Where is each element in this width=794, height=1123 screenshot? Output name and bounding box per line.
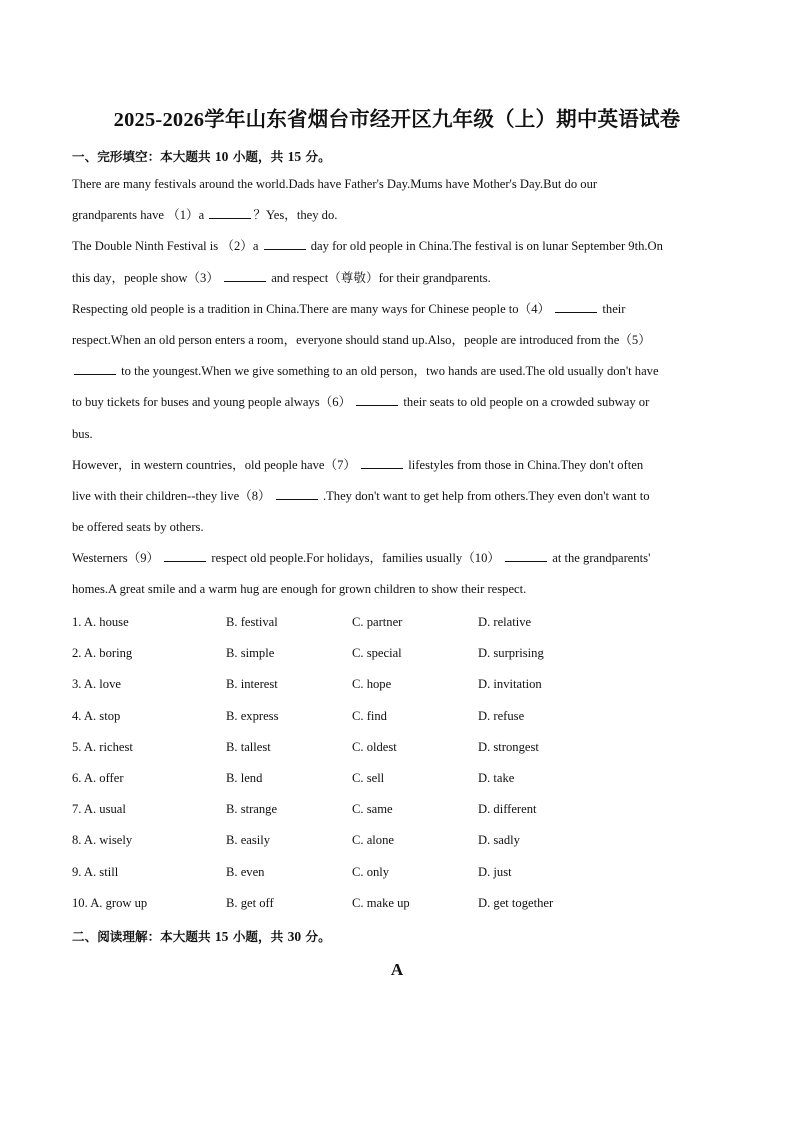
option-choice: B. express [226, 708, 279, 723]
passage-text: However，in western countries，old people have（7） [72, 457, 360, 472]
option-row [72, 893, 724, 924]
passage-line [72, 205, 724, 236]
option-choice: 9. A. still [72, 864, 119, 879]
section-1-suffix: 分。 [305, 149, 331, 164]
passage-line [72, 579, 724, 610]
passage-text: this day，people show（3） [72, 270, 223, 285]
passage-line [72, 268, 724, 299]
option-choice: C. sell [352, 770, 385, 785]
option-choice: C. make up [352, 895, 410, 910]
passage-text: to the youngest.When we give something to an old person，two hands are used.The old usually don't have [118, 364, 659, 379]
section-2-count: 15 [214, 929, 229, 944]
section-2-prefix: 二、阅读理解：本大题共 [72, 929, 211, 944]
option-row [72, 830, 724, 861]
passage-text: be offered seats by others. [72, 520, 204, 535]
option-choice: 2. A. boring [72, 646, 133, 661]
answer-blank [276, 488, 318, 500]
option-choice: D. invitation [478, 677, 542, 692]
option-row [72, 674, 724, 705]
option-choice: C. special [352, 646, 402, 661]
option-choice: C. partner [352, 615, 403, 629]
passage-text: live with their children--they live（8） [72, 488, 274, 503]
option-choice: B. lend [226, 770, 263, 785]
passage-text: their [599, 301, 626, 316]
passage-text: grandparents have （1）a [72, 208, 208, 223]
passage-text: lifestyles from those in China.They don't often [405, 457, 644, 472]
option-choice: C. only [352, 864, 390, 879]
option-choice: D. strongest [478, 739, 539, 754]
option-row [72, 768, 724, 799]
answer-blank [209, 207, 251, 219]
option-choice: C. find [352, 708, 387, 723]
option-row [72, 706, 724, 737]
answer-blank [555, 301, 597, 313]
answer-blank [356, 394, 398, 406]
section-2-heading [72, 926, 331, 945]
option-choice: B. interest [226, 677, 278, 692]
option-choice: 10. A. grow up [72, 895, 148, 910]
option-choice: D. refuse [478, 708, 525, 723]
passage-line [72, 299, 724, 330]
option-choice: 5. A. richest [72, 739, 133, 754]
option-choice: C. oldest [352, 739, 397, 754]
passage-text: their seats to old people on a crowded subway or [400, 395, 650, 410]
option-choice: 1. A. house [72, 615, 129, 629]
option-row [72, 737, 724, 768]
option-choice: B. even [226, 864, 265, 879]
option-choice: B. simple [226, 646, 275, 661]
answer-blank [74, 363, 116, 375]
option-choice: B. strange [226, 802, 278, 817]
section-1-heading [72, 146, 331, 165]
answer-blank [505, 550, 547, 562]
option-row [72, 612, 724, 643]
section-1-points: 15 [287, 149, 302, 164]
passage-text: day for old people in China.The festival is on lunar September 9th.On [307, 239, 663, 254]
section-2-suffix: 分。 [305, 929, 331, 944]
option-row [72, 862, 724, 893]
option-choice: C. alone [352, 833, 394, 848]
passage-text: The Double Ninth Festival is （2）a [72, 239, 262, 254]
passage-text: There are many festivals around the world.Dads have Father's Day.Mums have Mother's Day.But do our [72, 177, 598, 191]
option-row [72, 643, 724, 674]
option-choice: C. hope [352, 677, 392, 692]
passage-line [72, 174, 724, 205]
passage-text: and respect（尊敬）for their grandparents. [268, 270, 491, 285]
section-2-mid: 小题，共 [232, 929, 284, 944]
passage-text: .They don't want to get help from others.They even don't want to [319, 488, 650, 503]
passage-line [72, 517, 724, 548]
option-choice: D. relative [478, 615, 532, 629]
option-choice: 3. A. love [72, 677, 121, 692]
answer-blank [264, 238, 306, 250]
passage-line [72, 361, 724, 392]
passage-line [72, 548, 724, 579]
passage-text: homes.A great smile and a warm hug are enough for grown children to show their respect. [72, 582, 527, 597]
passage-text: respect.When an old person enters a room，everyone should stand up.Also，people are introduced from the（5） [72, 332, 651, 347]
answer-blank [361, 457, 403, 469]
passage-text: ？Yes，they do. [253, 208, 338, 223]
option-choice: D. just [478, 864, 512, 879]
passage-text: Westerners（9） [72, 551, 163, 566]
passage-text: to buy tickets for buses and young people always（6） [72, 395, 355, 410]
option-choice: D. sadly [478, 833, 520, 848]
cloze-passage [72, 174, 724, 611]
option-choice: D. different [478, 802, 537, 817]
passage-text: Respecting old people is a tradition in China.There are many ways for Chinese people to（4） [72, 301, 554, 316]
section-1-count: 10 [214, 149, 229, 164]
option-row [72, 799, 724, 830]
passage-line [72, 424, 724, 455]
passage-text: at the grandparents' [549, 551, 651, 566]
option-choice: 4. A. stop [72, 708, 121, 723]
answer-options [72, 612, 724, 924]
option-choice: 6. A. offer [72, 770, 124, 785]
option-choice: 7. A. usual [72, 802, 126, 817]
passage-line [72, 392, 724, 423]
section-1-mid: 小题，共 [232, 149, 284, 164]
passage-text: respect old people.For holidays，families usually（10） [208, 551, 504, 566]
option-choice: B. tallest [226, 739, 271, 754]
option-choice: D. surprising [478, 646, 544, 661]
option-choice: D. take [478, 770, 515, 785]
section-1-prefix: 一、完形填空：本大题共 [72, 149, 211, 164]
answer-blank [224, 270, 266, 282]
passage-line [72, 330, 724, 361]
option-choice: D. get together [478, 895, 554, 910]
exam-title: 2025-2026学年山东省烟台市经开区九年级（上）期中英语试卷 [113, 109, 681, 131]
passage-line [72, 236, 724, 267]
passage-line [72, 486, 724, 517]
passage-text: bus. [72, 426, 93, 441]
option-choice: C. same [352, 802, 393, 817]
passage-line [72, 455, 724, 486]
option-choice: B. easily [226, 833, 271, 848]
option-choice: 8. A. wisely [72, 833, 133, 848]
option-choice: B. get off [226, 895, 274, 910]
section-2-points: 30 [287, 929, 302, 944]
option-choice: B. festival [226, 615, 278, 629]
answer-blank [164, 550, 206, 562]
passage-a-label: A [390, 960, 404, 979]
